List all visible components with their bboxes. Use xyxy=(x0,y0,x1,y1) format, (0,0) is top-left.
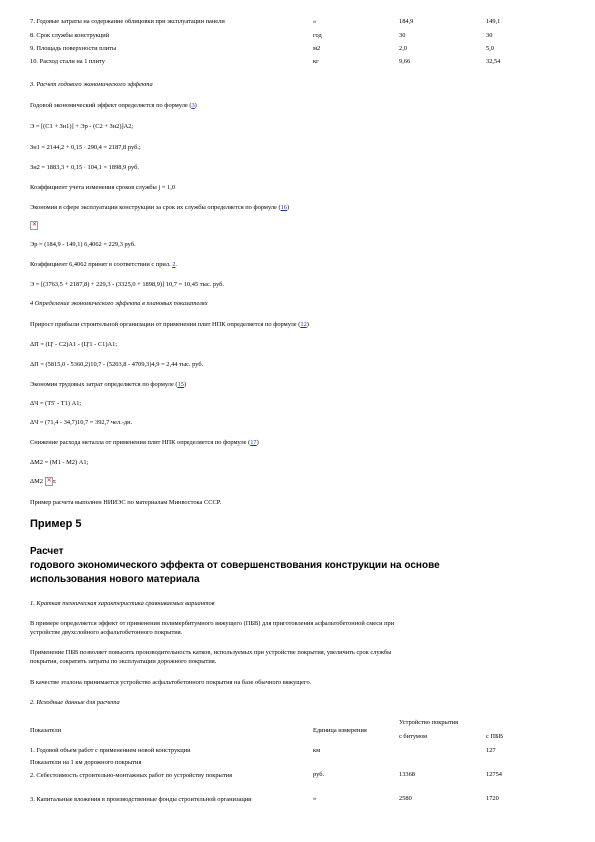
column-header-pbv: с ПБВ xyxy=(486,733,503,740)
formula-dm-result xyxy=(30,477,57,486)
column-header-device: Устройство покрытия xyxy=(399,719,459,726)
section-1-title: 1. Краткая техническая характеристика сравниваемых вариантов xyxy=(30,600,215,607)
section-4-title: 4 Определение экономического эффекта в плановых показателях xyxy=(30,300,208,307)
paragraph-text: ) xyxy=(287,204,290,211)
formula-e: Э = [(С1 + Зн1)] + Эр - (С2 + Зн2)]А2; xyxy=(30,123,134,130)
table-row-name: 3. Капитальные вложения в производственные фонды строительной организации xyxy=(30,796,252,803)
row-unit: » xyxy=(313,18,317,25)
paragraph xyxy=(30,103,197,109)
table-row-value-1: 2580 xyxy=(399,795,412,802)
table-row xyxy=(30,19,225,25)
appendix-link-2[interactable]: 2 xyxy=(172,261,176,268)
row-value-1: 9,66 xyxy=(399,58,411,65)
table-row-name: 1. Годовой объем работ с применением новой конструкции xyxy=(30,747,191,754)
table-row-name: 2. Себестоимость строительно-монтажных работ по устройству покрытия xyxy=(30,772,233,779)
column-header-unit: Единица измерения xyxy=(313,727,367,734)
paragraph-line: покрытия, сократить затраты по эксплуатации дорожного покрытия. xyxy=(30,658,217,665)
table-row xyxy=(30,46,116,52)
broken-image-icon xyxy=(30,221,38,230)
paragraph xyxy=(30,322,309,328)
paragraph-line: устройстве двухслойного асфальтобетонного покрытия. xyxy=(30,629,183,636)
formula-link-16[interactable]: 16 xyxy=(280,204,287,211)
formula-link-12[interactable]: 12 xyxy=(300,321,307,328)
column-header-indicators: Показатели xyxy=(30,727,62,734)
formula-e-result: Э = [(3763,5 + 2187,8) + 229,3 - (3325,0 + 1898,9)] 10,7 = 10,45 тыс. руб. xyxy=(30,281,224,288)
table-row-value-2: 1720 xyxy=(486,795,499,802)
table-row-name: Показатели на 1 км дорожного покрытия xyxy=(30,759,142,766)
paragraph-text: Коэффициент 6,4062 принят в соответствии с прил. xyxy=(30,261,171,268)
row-unit: год xyxy=(313,32,322,39)
row-value-2: 30 xyxy=(486,32,493,39)
column-header-bitumen: с битумом xyxy=(399,733,428,740)
row-name: 7. Годовые затраты на содержание облицовки при эксплуатации панели xyxy=(30,18,225,25)
row-name: 8. Срок службы конструкций xyxy=(30,32,110,39)
paragraph xyxy=(30,382,186,388)
broken-image-icon xyxy=(45,477,53,486)
formula-er: Эр = (184,9 - 149,1) 6,4062 = 229,3 руб. xyxy=(30,241,136,248)
row-value-2: 32,54 xyxy=(486,58,501,65)
paragraph-text: Экономия трудовых затрат определяется по формуле ( xyxy=(30,381,178,388)
table-row-unit: км xyxy=(313,747,321,754)
paragraph-text: ) xyxy=(183,381,187,388)
paragraph-text: ) xyxy=(256,439,259,446)
formula-dt-result: ΔЧ = (71,4 - 34,7)10,7 = 392,7 чел.-дн. xyxy=(30,419,133,426)
example-5-subtitle-1: Расчет xyxy=(30,546,64,557)
row-value-1: 184,9 xyxy=(399,18,414,25)
formula-link-17[interactable]: 17 xyxy=(250,439,257,446)
table-row-unit: руб. xyxy=(313,771,325,778)
formula-dp: ΔП = (Ц' - С2)А1 - (Ц'1 - С1)А1; xyxy=(30,341,118,348)
table-row xyxy=(30,33,109,39)
paragraph-text: Экономия в сфере эксплуатации конструкции за срок их службы определяется по формуле ( xyxy=(30,204,281,211)
table-row-unit: » xyxy=(313,795,317,802)
row-name: 10. Расход стали на 1 плиту xyxy=(30,58,105,65)
table-row-value-1: 13368 xyxy=(399,771,415,778)
row-unit: кг xyxy=(313,58,319,65)
formula-text: т. xyxy=(52,477,57,485)
paragraph-text: . xyxy=(175,261,178,268)
row-unit: м2 xyxy=(313,45,321,52)
formula-zn1: Зн1 = 2144,2 + 0,15 · 290,4 = 2187,8 руб.; xyxy=(30,144,141,151)
formula-text: ΔМ2 xyxy=(30,477,43,485)
paragraph xyxy=(30,205,289,211)
formula-link-15[interactable]: 15 xyxy=(177,381,184,388)
row-value-2: 5,0 xyxy=(486,45,494,52)
formula-dp-result: ΔП = (5815,0 - 5360,2)10,7 - (5203,8 - 4709,3)4,9 = 2,44 тыс. руб. xyxy=(30,361,204,368)
paragraph-text: Годовой экономический эффект определяется по формуле ( xyxy=(30,102,192,109)
paragraph xyxy=(30,262,177,268)
section-2-title: 2. Исходные данные для расчета xyxy=(30,699,120,706)
table-row xyxy=(30,59,105,65)
paragraph-line: В качестве эталона принимается устройство асфальтобетонного покрытия на базе обычного вяжущего. xyxy=(30,679,312,686)
paragraph-line: Применение ПБВ позволяет повысить производительность катков, используемых при устройстве покрытия, увеличить срок службы xyxy=(30,649,392,656)
formula-zn2: Зн2 = 1883,3 + 0,15 · 104,1 = 1898,9 руб. xyxy=(30,164,139,171)
paragraph-text: Прирост прибыли строительной организации от применения плит НПК определяется по формуле ( xyxy=(30,321,301,328)
paragraph-text: ) xyxy=(194,102,197,109)
table-row-value-2: 127 xyxy=(486,747,496,754)
paragraph-text: Снижение расхода металла от применения плит НПК определяется по формуле ( xyxy=(30,439,251,446)
paragraph-text: ) xyxy=(306,321,309,328)
table-row-value-2: 12754 xyxy=(486,771,502,778)
row-value-2: 149,1 xyxy=(486,18,501,25)
formula-link-3[interactable]: 3 xyxy=(191,102,195,109)
example-5-title: Пример 5 xyxy=(30,518,82,530)
example-5-subtitle-3: использования нового материала xyxy=(30,574,200,585)
author-note: Пример расчета выполнен НИИЭС по материалам Минвостока СССР. xyxy=(30,499,222,506)
example-5-subtitle-2: годового экономического эффекта от совершенствования конструкции на основе xyxy=(30,560,440,571)
formula-dt: ΔЧ = (Т5' - Т1) А1; xyxy=(30,400,82,407)
paragraph xyxy=(30,440,259,446)
row-value-1: 30 xyxy=(399,32,406,39)
row-name: 9. Площадь поверхности плиты xyxy=(30,45,117,52)
section-3-title: 3. Расчет годового экономического эффекта xyxy=(30,81,153,88)
paragraph-line: В примере определяется эффект от применения полимербитумного вяжущего (ПБВ) для приготовления асфальтобетонной смеси при xyxy=(30,620,395,627)
formula-dm: ΔМ2 = (М1 - М2) А1; xyxy=(30,459,89,466)
row-value-1: 2,0 xyxy=(399,45,407,52)
coef-paragraph: Коэффициент учета изменения сроков службы j = 1,0 xyxy=(30,184,175,191)
